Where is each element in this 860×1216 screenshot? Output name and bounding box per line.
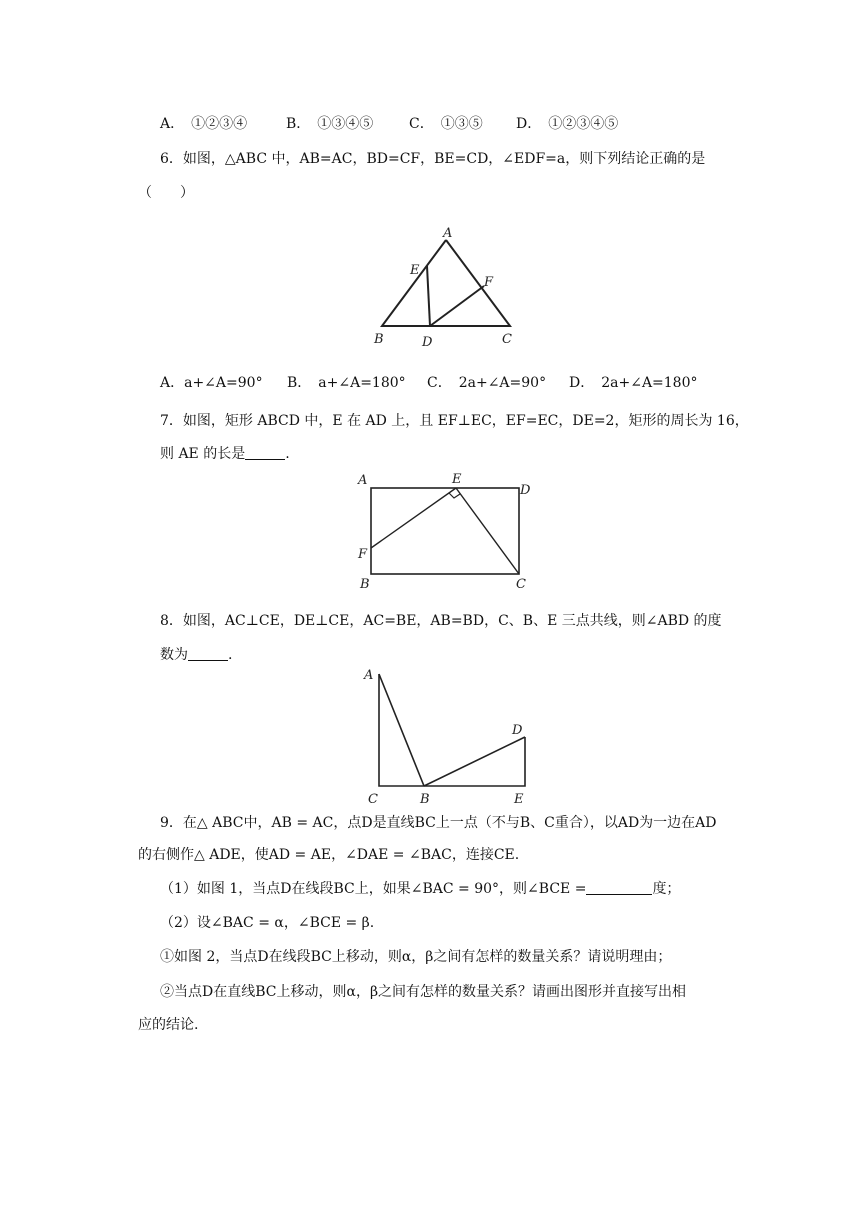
q8-label-a: A (364, 668, 374, 683)
q8-answer-blank[interactable] (188, 646, 228, 661)
q7-label-c: C (516, 577, 526, 592)
q7-stem-prefix: 则 AE 的长是 (160, 446, 246, 462)
q9-part2-sub2: ②当点D在直线BC上移动，则α，β之间有怎样的数量关系？请画出图形并直接写出相 (160, 984, 687, 1000)
q9-stem-line1: 9．在△ ABC中，AB = AC，点D是直线BC上一点（不与B、C重合），以AD为一边在AD (160, 815, 717, 831)
q7-stem-line1: 7．如图，矩形 ABCD 中，E 在 AD 上，且 EF⊥EC，EF=EC，DE=2，矩形的周长为 16， (160, 413, 749, 429)
q6-label-b: B (374, 332, 384, 347)
q6-option-b[interactable]: B． a+∠A=180° (287, 375, 406, 391)
q8-stem-suffix: . (228, 647, 233, 663)
q6-label-d: D (422, 335, 433, 350)
q8-label-e: E (514, 792, 524, 807)
q7-stem-suffix: . (285, 446, 290, 462)
q6-label-a: A (443, 226, 453, 241)
q6-label-e: E (410, 263, 420, 278)
q6-stem-line2: （ ） (138, 185, 194, 201)
q5-options (160, 113, 618, 133)
q9-part2: （2）设∠BAC = α，∠BCE = β. (160, 915, 375, 931)
q9-part1-suffix: 度； (652, 881, 681, 897)
q9-stem-line2: 的右侧作△ ADE，使AD = AE，∠DAE = ∠BAC，连接CE. (138, 847, 520, 863)
q7-answer-blank[interactable] (245, 445, 285, 460)
q8-stem-prefix: 数为 (160, 647, 188, 663)
q8-label-c: C (368, 792, 378, 807)
q5-option-c[interactable]: C． ①③⑤ (409, 116, 483, 132)
q6-option-a[interactable]: A．a+∠A=90° (160, 375, 263, 391)
q7-label-f: F (358, 547, 368, 562)
q6-option-c[interactable]: C． 2a+∠A=90° (427, 375, 547, 391)
q6-option-d[interactable]: D． 2a+∠A=180° (569, 375, 698, 391)
q5-option-d[interactable]: D． ①②③④⑤ (516, 116, 619, 132)
q9-part2-sub2-cont: 应的结论. (138, 1017, 199, 1033)
q8-stem-line2 (160, 644, 232, 664)
q7-label-a: A (358, 473, 368, 488)
q9-answer-blank[interactable] (586, 880, 652, 895)
q5-option-b[interactable]: B． ①③④⑤ (286, 116, 374, 132)
q7-label-d: D (520, 483, 531, 498)
q6-stem-line1: 6．如图，△ABC 中，AB=AC，BD=CF，BE=CD，∠EDF=a，则下列结论正确的是 (160, 151, 706, 167)
q8-label-d: D (512, 723, 523, 738)
q9-part2-sub1: ①如图 2，当点D在线段BC上移动，则α，β之间有怎样的数量关系？请说明理由； (160, 949, 672, 965)
q6-label-f: F (484, 275, 494, 290)
q6-options (160, 372, 698, 392)
q9-part1 (160, 878, 680, 898)
q8-stem-line1: 8．如图，AC⊥CE，DE⊥CE，AC=BE，AB=BD，C、B、E 三点共线，则∠ABD 的度 (160, 613, 722, 629)
q8-figure (360, 662, 540, 807)
q6-triangle-figure (370, 222, 520, 352)
q6-label-c: C (502, 332, 512, 347)
q5-option-a[interactable]: A． ①②③④ (160, 116, 248, 132)
q7-label-b: B (360, 577, 370, 592)
q8-label-b: B (420, 792, 430, 807)
q7-rectangle-figure (352, 470, 542, 592)
q7-stem-line2 (160, 443, 290, 463)
q7-label-e: E (452, 472, 462, 487)
q9-part1-prefix: （1）如图 1，当点D在线段BC上，如果∠BAC = 90°，则∠BCE = (160, 881, 587, 897)
